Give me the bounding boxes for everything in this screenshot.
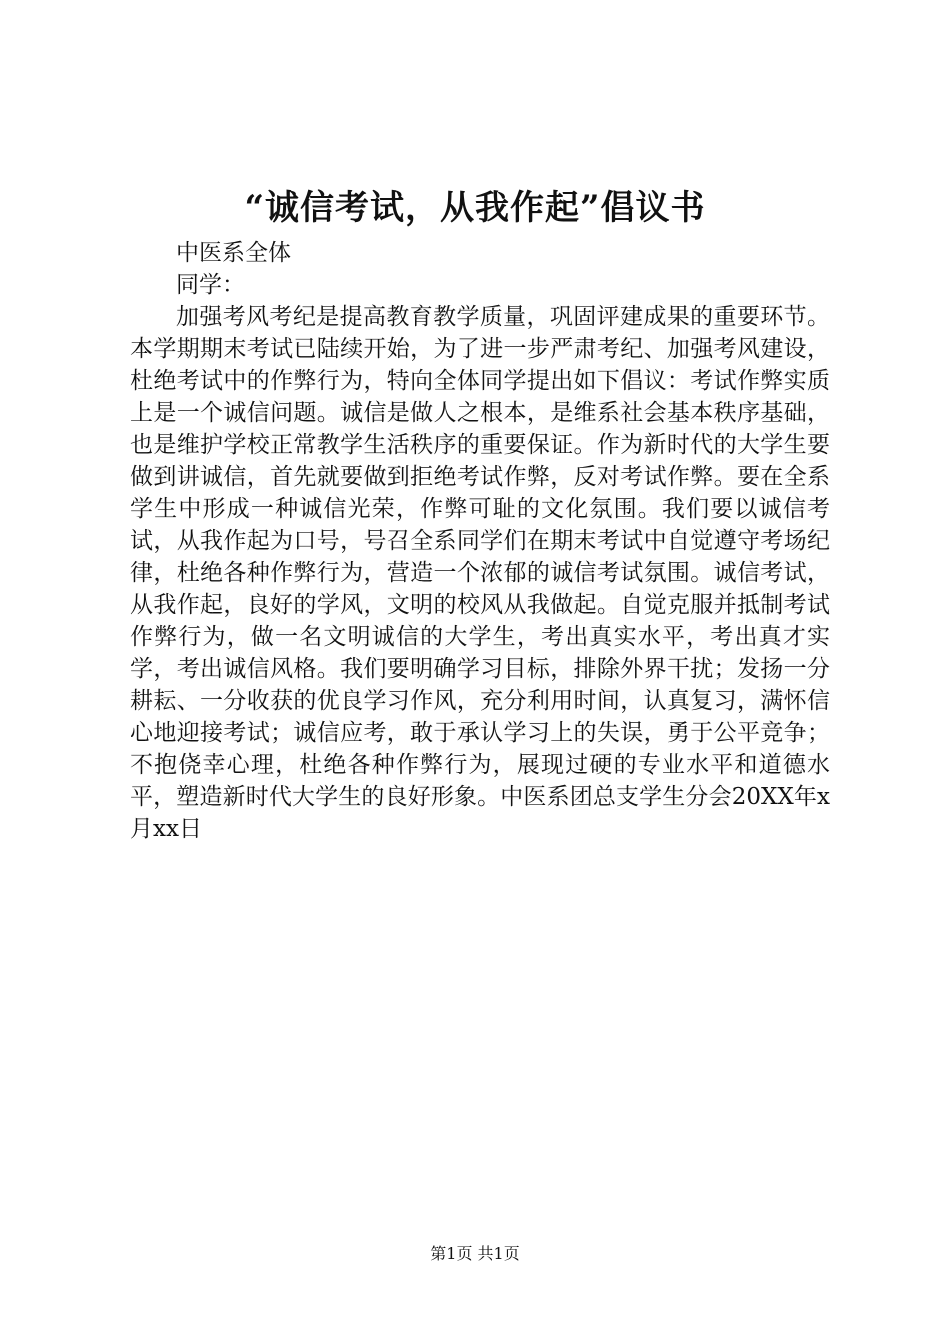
body-paragraph: 加强考风考纪是提高教育教学质量，巩固评建成果的重要环节。本学期期末考试已陆续开始，为了进一步严肃考纪、加强考风建设，杜绝考试中的作弊行为，特向全体同学提出如下倡议：考试作弊实质上是一个诚信问题。诚信是做人之根本，是维系社会基本秩序基础，也是维护学校正常教学生活秩序的重要保证。作为新时代的大学生要做到讲诚信，首先就要做到拒绝考试作弊，反对考试作弊。要在全系学生中形成一种诚信光荣，作弊可耻的文化氛围。我们要以诚信考试，从我作起为口号，号召全系同学们在期末考试中自觉遵守考场纪律，杜绝各种作弊行为，营造一个浓郁的诚信考试氛围。诚信考试，从我作起，良好的学风，文明的校风从我做起。自觉克服并抵制考试作弊行为，做一名文明诚信的大学生，考出真实水平，考出真才实学，考出诚信风格。我们要明确学习目标，排除外界干扰；发扬一分耕耘、一分收获的优良学习作风，充分利用时间，认真复习，满怀信心地迎接考试；诚信应考，敢于承认学习上的失误，勇于公平竞争；不抱侥幸心理，杜绝各种作弊行为，展现过硬的专业水平和道德水平，塑造新时代大学生的良好形象。中医系团总支学生分会20XX年x月xx日 [130, 304, 830, 842]
salutation-line-2: 同学： [176, 272, 245, 298]
salutation-line-1: 中医系全体 [176, 240, 291, 266]
page-footer: 第1页 共1页 [430, 1244, 520, 1263]
document-body [130, 237, 830, 845]
document-title: “诚信考试，从我作起”倡议书 [244, 188, 706, 228]
